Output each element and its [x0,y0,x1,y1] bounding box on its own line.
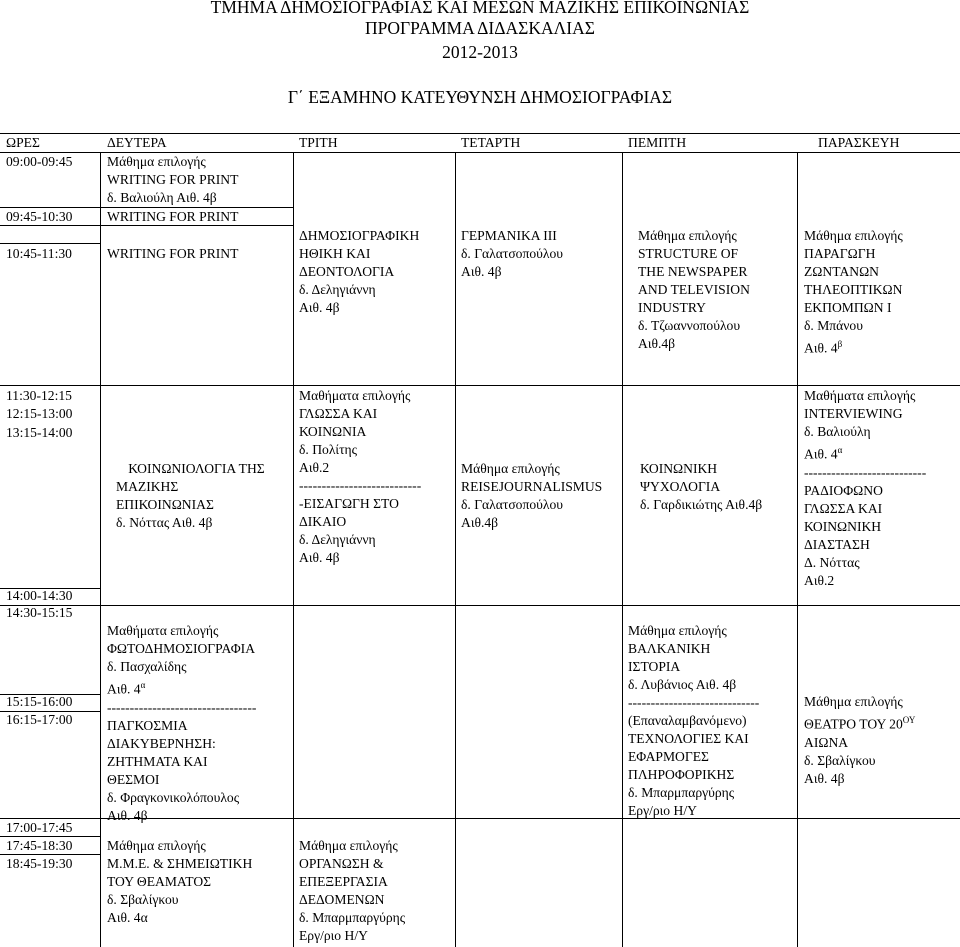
course-line: ΕΚΠΟΜΠΩΝ Ι [804,300,892,315]
course-line: δ. Μπάνου [804,318,863,333]
course-line: Αιθ. 4β [299,300,340,315]
course-line: δ. Βαλιούλη [804,424,871,439]
course-line: Αιθ. 4β [107,807,148,823]
course-line: δ. Νόττας Αιθ. 4β [116,515,213,530]
course-line: ΨΥΧΟΛΟΓΙΑ [640,479,721,494]
course-line: ΖΩΝΤΑΝΩΝ [804,264,879,279]
course-line: ΗΘΙΚΗ ΚΑΙ [299,246,371,261]
course-line: Αιθ. $4^\alpha$ [107,680,146,697]
course-line: -ΕΙΣΑΓΩΓΗ ΣΤΟ [299,496,399,511]
course-line: ΓΛΩΣΣΑ ΚΑΙ [299,406,378,421]
course-line: ΖΗΤΗΜΑΤΑ ΚΑΙ [107,753,208,769]
course-line: Αιθ. 4β [461,264,502,279]
time-slot: 17:00-17:45 [6,820,73,835]
course-line: ΠΑΡΑΓΩΓΗ [804,246,876,261]
course-line: Εργ/ριο Η/Υ [299,928,368,943]
course-line: ΔΕΟΝΤΟΛΟΓΙΑ [299,264,395,279]
course-line: ΚΟΙΝΩΝΙΚΗ [640,461,718,476]
time-slot: 18:45-19:30 [6,856,73,871]
course-line: ΔΕΔΟΜΕΝΩΝ [299,892,385,907]
monday-course-line: WRITING FOR PRINT [107,246,239,261]
course-line: ΕΦΑΡΜΟΓΕΣ [628,749,709,764]
course-line: ΤΗΛΕΟΠΤΙΚΩΝ [804,282,903,297]
course-line: INTERVIEWING [804,406,903,421]
course-line: Μ.Μ.Ε. & ΣΗΜΕΙΩΤΙΚΗ [107,856,253,871]
monday-course-media-semiotics [107,837,252,927]
col-header-friday: ΠΑΡΑΣΚΕΥΗ [818,135,900,150]
course-line: ΦΩΤΟΔΗΜΟΣΙΟΓΡΑΦΙΑ [107,641,256,656]
course-line: ΘΕΣΜΟΙ [107,771,160,787]
friday-course-20th-century-theatre [804,693,915,788]
col-header-thursday: ΠΕΜΠΤΗ [628,135,687,150]
course-line: ΕΠΙΚΟΙΝΩΝΙΑΣ [116,497,214,512]
course-line: Δ. Νόττας [804,554,860,570]
course-line: Αιθ. 4β [804,770,845,786]
course-line: (Επαναλαμβανόμενο) [628,713,747,728]
course-line: ΠΑΓΚΟΣΜΙΑ [107,717,188,733]
course-line: ΤΟΥ ΘΕΑΜΑΤΟΣ [107,874,212,889]
course-line: δ. Πασχαλίδης [107,659,187,674]
course-line: ΒΑΛΚΑΝΙΚΗ [628,641,711,656]
course-line: ΔΗΜΟΣΙΟΓΡΑΦΙΚΗ [299,228,420,243]
course-line: ΔΙΚΑΙΟ [299,514,347,529]
course-line: δ. Γαλατσοπούλου [461,246,563,261]
department-title: ΤΜΗΜΑ ΔΗΜΟΣΙΟΓΡΑΦΙΑΣ ΚΑΙ ΜΕΣΩΝ ΜΑΖΙΚΗΣ ΕΠΙΚΟΙΝΩΝΙΑΣ [210,0,750,17]
program-title: ΠΡΟΓΡΑΜΜΑ ΔΙΔΑΣΚΑΛΙΑΣ [365,18,595,38]
friday-course-interviewing [804,387,926,590]
col-header-tuesday: ΤΡΙΤΗ [299,135,338,150]
time-slot: 15:15-16:00 [6,694,73,709]
time-slot: 17:45-18:30 [6,838,73,853]
course-line: ΚΟΙΝΩΝΙΟΛΟΓΙΑ ΤΗΣ [128,461,265,476]
divider-line: --------------------------- [804,464,927,480]
friday-course-live-tv-production [804,227,903,358]
divider-line: --------------------------------- [107,699,257,715]
course-line: Μαθήματα επιλογής [299,388,411,403]
course-line: δ. Δεληγιάννη [299,532,376,547]
time-slot: 16:15-17:00 [6,712,73,727]
course-line: δ. Μπαρμπαργύρης [628,785,735,800]
monday-course-sociology [100,460,293,532]
course-line: ΤΕΧΝΟΛΟΓΙΕΣ ΚΑΙ [628,731,749,746]
course-line: δ. Τζωαννοπούλου [638,318,741,333]
course-line: Μαθήματα επιλογής [804,388,916,403]
course-line: Αιθ.4β [461,515,499,530]
course-line: ΓΕΡΜΑΝΙΚΑ ΙΙΙ [461,228,557,243]
course-line: δ. Γαλατσοπούλου [461,497,563,512]
course-line: Αιθ.4β [638,336,676,351]
wednesday-course-german [461,227,563,281]
divider-line: --------------------------- [299,478,422,493]
course-line: δ. Δεληγιάννη [299,282,376,297]
course-line: ΠΛΗΡΟΦΟΡΙΚΗΣ [628,767,735,782]
monday-course-writing-for-print [107,153,238,207]
course-line: ΚΟΙΝΩΝΙΑ [299,424,367,439]
course-line: ΕΠΕΞΕΡΓΑΣΙΑ [299,874,388,889]
tuesday-course-language-society [299,387,421,567]
course-line: δ. Βαλιούλη Αιθ. 4β [107,190,217,205]
course-line: AND TELEVISION [638,282,750,297]
course-line: Μάθημα επιλογής [804,694,903,709]
course-line: Αιθ. $4^\alpha$ [804,445,843,462]
time-slot: 14:30-15:15 [6,605,73,620]
course-line: ΜΑΖΙΚΗΣ [116,479,179,494]
course-line: Αιθ. $4^\beta$ [804,339,843,356]
time-slot: 09:45-10:30 [6,209,73,224]
wednesday-course-reisejournalismus [461,460,602,532]
course-line: ΑΙΩΝΑ [804,734,849,750]
course-line: Μάθημα επιλογής [638,228,737,243]
course-line: δ. Μπαρμπαργύρης [299,910,406,925]
thursday-course-balkan-history [628,622,759,820]
course-line: Μάθημα επιλογής [628,623,727,638]
tuesday-course-data-processing [299,837,405,945]
course-line: Μάθημα επιλογής [299,838,398,853]
time-slot: 09:00-09:45 [6,154,73,169]
monday-course-line: WRITING FOR PRINT [107,209,239,224]
monday-course-photojournalism [107,622,256,825]
course-line: ΘΕΑΤΡΟ ΤΟΥ $20^{O\Upsilon}$ [804,715,916,732]
course-line: δ. Πολίτης [299,442,358,457]
course-line: Μάθημα επιλογής [461,461,560,476]
course-line: ΔΙΑΚΥΒΕΡΝΗΣΗ: [107,735,216,751]
col-header-wednesday: ΤΕΤΑΡΤΗ [461,135,521,150]
course-line: THE NEWSPAPER [638,264,748,279]
tuesday-course-ethics [299,227,419,317]
course-line: δ. Φραγκονικολόπουλος [107,789,240,805]
course-line: Μάθημα επιλογής [804,228,903,243]
col-header-hours: ΩΡΕΣ [6,135,40,150]
course-line: ΙΣΤΟΡΙΑ [628,659,681,674]
course-line: Μαθήματα επιλογής [107,623,219,638]
course-line: Αιθ. 4α [107,910,148,925]
course-line: Εργ/ριο Η/Υ [628,803,697,818]
course-line: INDUSTRY [638,300,706,315]
course-line: ΚΟΙΝΩΝΙΚΗ [804,518,882,534]
course-line: δ. Λυβάνιος Αιθ. 4β [628,677,737,692]
course-line: ΟΡΓΑΝΩΣΗ & [299,856,384,871]
time-slot: 12:15-13:00 [6,406,73,421]
time-slot: 13:15-14:00 [6,425,73,440]
divider-line: ----------------------------- [628,695,760,710]
course-line: ΔΙΑΣΤΑΣΗ [804,536,870,552]
thursday-course-newspaper-structure [638,227,750,353]
course-line: δ. Σβαλίγκου [804,752,876,768]
course-line: STRUCTURE OF [638,246,739,261]
semester-title: Γ΄ ΕΞΑΜΗΝΟ ΚΑΤΕΥΘΥΝΣΗ ΔΗΜΟΣΙΟΓΡΑΦΙΑΣ [287,87,673,107]
course-line: REISEJOURNALISMUS [461,479,603,494]
course-line: Μάθημα επιλογής [107,154,206,169]
course-line: Αιθ.2 [804,572,835,588]
academic-year: 2012-2013 [442,42,518,62]
course-line: δ. Γαρδικιώτης Αιθ.4β [640,497,763,512]
course-line: ΡΑΔΙΟΦΩΝΟ [804,482,883,498]
time-slot: 14:00-14:30 [6,588,73,603]
course-line: WRITING FOR PRINT [107,172,239,187]
time-slot: 11:30-12:15 [6,388,72,403]
course-line: Αιθ.2 [299,460,330,475]
col-header-monday: ΔΕΥΤΕΡΑ [107,135,167,150]
course-line: Μάθημα επιλογής [107,838,206,853]
thursday-course-social-psychology [640,460,762,514]
course-line: ΓΛΩΣΣΑ ΚΑΙ [804,500,883,516]
course-line: δ. Σβαλίγκου [107,892,179,907]
course-line: Αιθ. 4β [299,550,340,565]
time-slot: 10:45-11:30 [6,246,72,261]
